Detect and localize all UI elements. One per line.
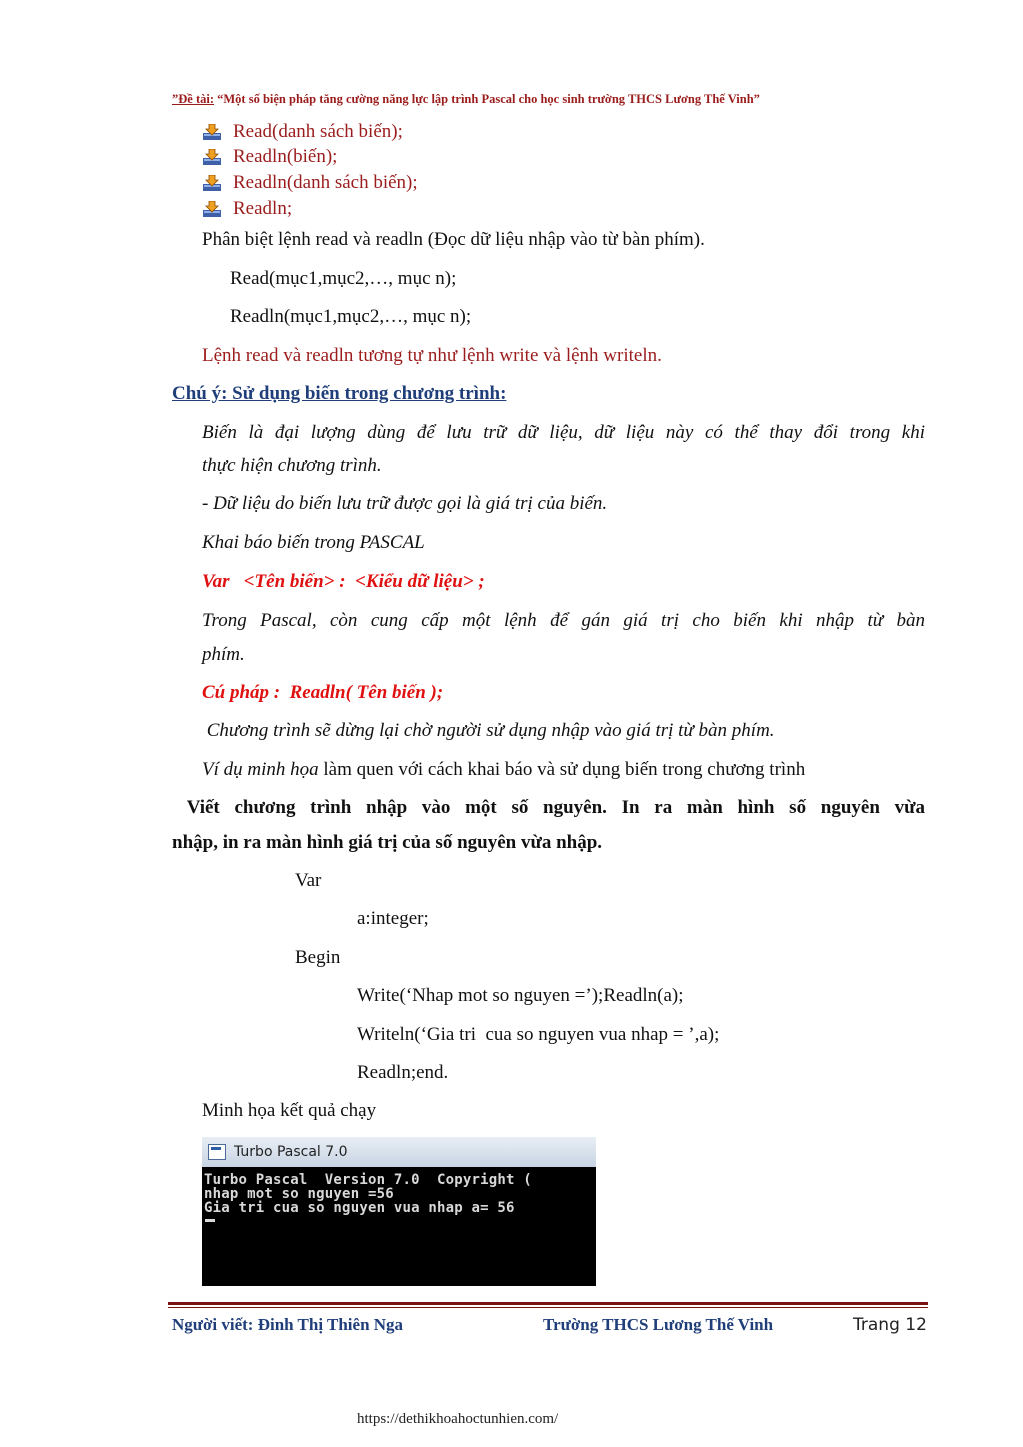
terminal-cursor [205,1219,215,1222]
bullet-item [203,172,418,194]
bullet-item [203,146,337,168]
result-caption: Minh họa kết quả chạy [202,1100,377,1121]
download-arrow-icon [203,124,221,141]
similar-text: Lệnh read và readln tương tự như lệnh write và lệnh writeln. [202,345,662,366]
distinguish-text: Phân biệt lệnh read và readln (Đọc dữ liệu nhập vào từ bàn phím). [202,229,705,250]
footer-rule [168,1302,928,1305]
bullet-item [203,198,292,220]
example-label: Ví dụ minh họa [202,759,319,780]
footer-school: Trường THCS Lương Thế Vinh [543,1315,774,1334]
example-rest: làm quen với cách khai báo và sử dụng biến trong chương trình [318,759,806,780]
note-heading: Chú ý: Sử dụng biến trong chương trình: [172,383,507,404]
header-prefix: ”Đề tài: [172,92,214,106]
footer-author: Người viết: Đinh Thị Thiên Nga [172,1315,404,1334]
var-value-text: - Dữ liệu do biến lưu trữ được gọi là giá trị của biến. [202,493,608,514]
bullet-item [203,121,403,143]
assign-line2: phím. [202,644,245,665]
code-line: Write(‘Nhap mot so nguyen =’);Readln(a); [357,985,684,1006]
terminal-line: Gia tri cua so nguyen vua nhap a= 56 [204,1200,515,1216]
app-icon [208,1144,226,1160]
task-line2: nhập, in ra màn hình giá trị của số nguyên vừa nhập. [172,832,603,853]
var-syntax: Var <Tên biến> : <Kiểu dữ liệu> ; [202,571,485,592]
code-line: Readln;end. [357,1062,449,1083]
page-header [172,92,760,107]
example-text [202,759,805,781]
code-line: Var [295,870,322,891]
bullet-text: Read(danh sách biến); [233,121,403,142]
bullet-text: Readln; [233,198,293,219]
var-definition-line2: thực hiện chương trình. [202,455,382,476]
footer-rule-thin [168,1307,928,1308]
bullet-text: Readln(danh sách biến); [233,172,418,193]
terminal-screenshot [202,1137,596,1286]
read-syntax: Read(mục1,mục2,…, mục n); [230,268,457,289]
code-line: Begin [295,947,341,968]
download-arrow-icon [203,201,221,218]
code-line: Writeln(‘Gia tri cua so nguyen vua nhap = ’,a); [357,1024,720,1045]
download-arrow-icon [203,149,221,166]
terminal-title: Turbo Pascal 7.0 [234,1144,348,1160]
code-line: a:integer; [357,908,429,929]
download-arrow-icon [203,175,221,192]
bullet-text: Readln(biến); [233,146,338,167]
terminal-titlebar [202,1137,596,1167]
readln-syntax-highlight: Cú pháp : Readln( Tên biến ); [202,682,444,703]
var-definition-line1: Biến là đại lượng dùng để lưu trữ dữ liệu, dữ liệu này có thể thay đổi trong khi [202,422,925,443]
readln-syntax: Readln(mục1,mục2,…, mục n); [230,306,472,327]
footer-page-number: Trang 12 [853,1315,927,1335]
declare-text: Khai báo biến trong PASCAL [202,532,425,553]
terminal-line: nhap mot so nguyen =56 [204,1186,394,1202]
header-title: “Một số biện pháp tăng cường năng lực lập trình Pascal cho học sinh trường THCS Lương Thế Vinh” [214,92,760,106]
pause-text: Chương trình sẽ dừng lại chờ người sử dụng nhập vào giá trị từ bàn phím. [202,720,775,741]
task-line1: Viết chương trình nhập vào một số nguyên. In ra màn hình số nguyên vừa [172,797,925,818]
source-url[interactable]: https://dethikhoahoctunhien.com/ [357,1411,559,1427]
terminal-line: Turbo Pascal Version 7.0 Copyright ( [204,1172,532,1188]
assign-line1: Trong Pascal, còn cung cấp một lệnh để gán giá trị cho biến khi nhập từ bàn [202,610,925,631]
